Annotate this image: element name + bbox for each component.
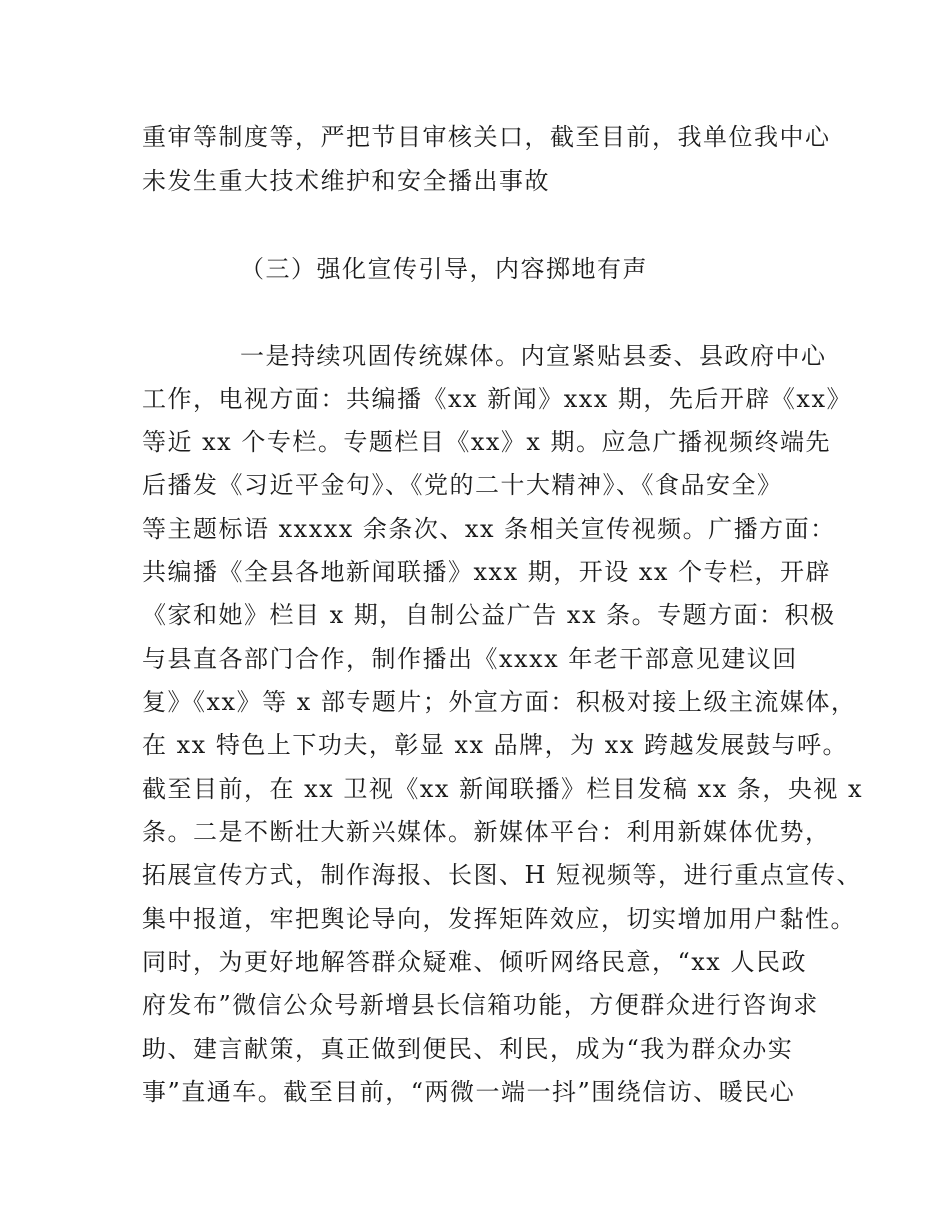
paragraph-line: 府发布”微信公众号新增县长信箱功能，方便群众进行咨询求	[142, 991, 819, 1019]
paragraph-line: 条。二是不断壮大新兴媒体。新媒体平台：利用新媒体优势，	[142, 818, 831, 846]
paragraph-line: 在 xx 特色上下功夫，彰显 xx 品牌，为 xx 跨越发展鼓与呼。	[142, 731, 848, 759]
paragraph-line: 集中报道，牢把舆论导向，发挥矩阵效应，切实增加用户黏性。	[142, 905, 856, 933]
paragraph-line: 一是持续巩固传统媒体。内宣紧贴县委、县政府中心	[240, 342, 827, 370]
paragraph-line: 重审等制度等，严把节目审核关口，截至目前，我单位我中心	[142, 123, 831, 151]
paragraph-line: 事”直通车。截至目前，“两微一端一抖”围绕信访、暖民心	[142, 1078, 796, 1106]
paragraph-line: 同时，为更好地解答群众疑难、倾听网络民意，“xx 人民政	[142, 948, 807, 976]
paragraph-line: 后播发《习近平金句》、《党的二十大精神》、《食品安全》	[142, 471, 783, 499]
paragraph-line: 助、建言献策，真正做到便民、利民，成为“我为群众办实	[142, 1035, 794, 1063]
section-heading: （三）强化宣传引导，内容掷地有声	[240, 255, 648, 283]
paragraph-line: 未发生重大技术维护和安全播出事故	[142, 167, 550, 195]
paragraph-line: 截至目前，在 xx 卫视《xx 新闻联播》栏目发稿 xx 条，央视 x	[142, 775, 864, 803]
paragraph-line: 等主题标语 xxxxx 余条次、xx 条相关宣传视频。广播方面：	[142, 515, 836, 543]
paragraph-line: 共编播《全县各地新闻联播》xxx 期，开设 xx 个专栏，开辟	[142, 558, 832, 586]
paragraph-line: 等近 xx 个专栏。专题栏目《xx》x 期。应急广播视频终端先	[142, 428, 832, 456]
paragraph-line: 与县直各部门合作，制作播出《xxxx 年老干部意见建议回	[142, 645, 798, 673]
paragraph-line: 复》《xx》等 x 部专题片；外宣方面：积极对接上级主流媒体，	[142, 688, 857, 716]
paragraph-line: 工作，电视方面：共编播《xx 新闻》xxx 期，先后开辟《xx》	[142, 385, 853, 413]
paragraph-line: 《家和她》栏目 x 期，自制公益广告 xx 条。专题方面：积极	[142, 601, 836, 629]
paragraph-line: 拓展宣传方式，制作海报、长图、H 短视频等，进行重点宣传、	[142, 861, 863, 889]
